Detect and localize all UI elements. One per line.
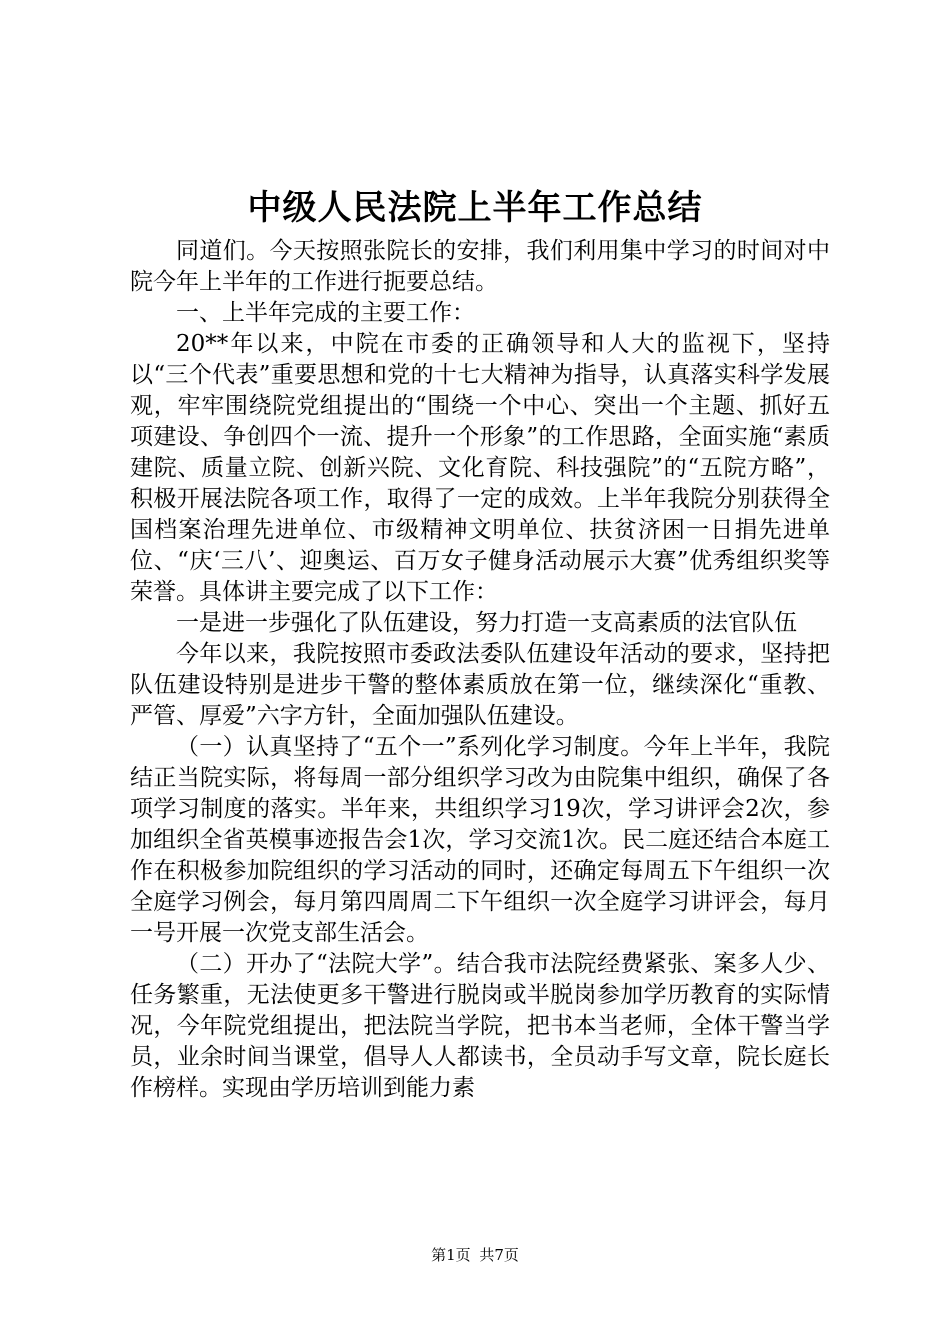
page-total: 共7页: [479, 1246, 519, 1264]
paragraph-greeting: 同道们。今天按照张院长的安排，我们利用集中学习的时间对中院今年上半年的工作进行扼要总结。: [130, 238, 830, 295]
paragraph-team-building: 今年以来，我院按照市委政法委队伍建设年活动的要求，坚持把队伍建设特别是进步干警的整体素质放在第一位，继续深化“重教、严管、厚爱”六字方针，全面加强队伍建设。: [130, 641, 830, 729]
paragraph-overview: 20**年以来，中院在市委的正确领导和人大的监视下，坚持以“三个代表”重要思想和党的十七大精神为指导，认真落实科学发展观，牢牢围绕院党组提出的“围绕一个中心、突出一个主题、抓好五项建设、争创四个一流、提升一个形象”的工作思路，全面实施“素质建院、质量立院、创新兴院、文化育院、科技强院”的“五院方略”，积极开展法院各项工作，取得了一定的成效。上半年我院分别获得全国档案治理先进单位、市级精神文明单位、扶贫济困一日捐先进单位、“庆‘三八’、迎奥运、百万女子健身活动展示大赛”优秀组织奖等荣誉。具体讲主要完成了以下工作：: [130, 331, 830, 605]
document-body: [130, 236, 830, 1104]
paragraph-section-heading: 一、上半年完成的主要工作：: [176, 300, 475, 326]
paragraph-court-university: （二）开办了“法院大学”。结合我市法院经费紧张、案多人少、任务繁重，无法使更多干警进行脱岗或半脱岗参加学历教育的实际情况，今年院党组提出，把法院当学院，把书本当老师，全体干警当学员，业余时间当课堂，倡导人人都读书，全员动手写文章，院长庭长作榜样。实现由学历培训到能力素: [130, 951, 830, 1101]
paragraph-point-one: 一是进一步强化了队伍建设，努力打造一支高素质的法官队伍: [176, 610, 797, 636]
page-number: 第1页: [431, 1246, 471, 1264]
document-title: 中级人民法院上半年工作总结: [247, 188, 703, 228]
paragraph-study-system: （一）认真坚持了“五个一”系列化学习制度。今年上半年，我院结正当院实际，将每周一部分组织学习改为由院集中组织，确保了各项学习制度的落实。半年来，共组织学习19次，学习讲评会2次，参加组织全省英模事迹报告会1次，学习交流1次。民二庭还结合本庭工作在积极参加院组织的学习活动的同时，还确定每周五下午组织一次全庭学习例会，每月第四周周二下午组织一次全庭学习讲评会，每月一号开展一次党支部生活会。: [130, 734, 830, 946]
page-footer: [0, 1245, 950, 1265]
